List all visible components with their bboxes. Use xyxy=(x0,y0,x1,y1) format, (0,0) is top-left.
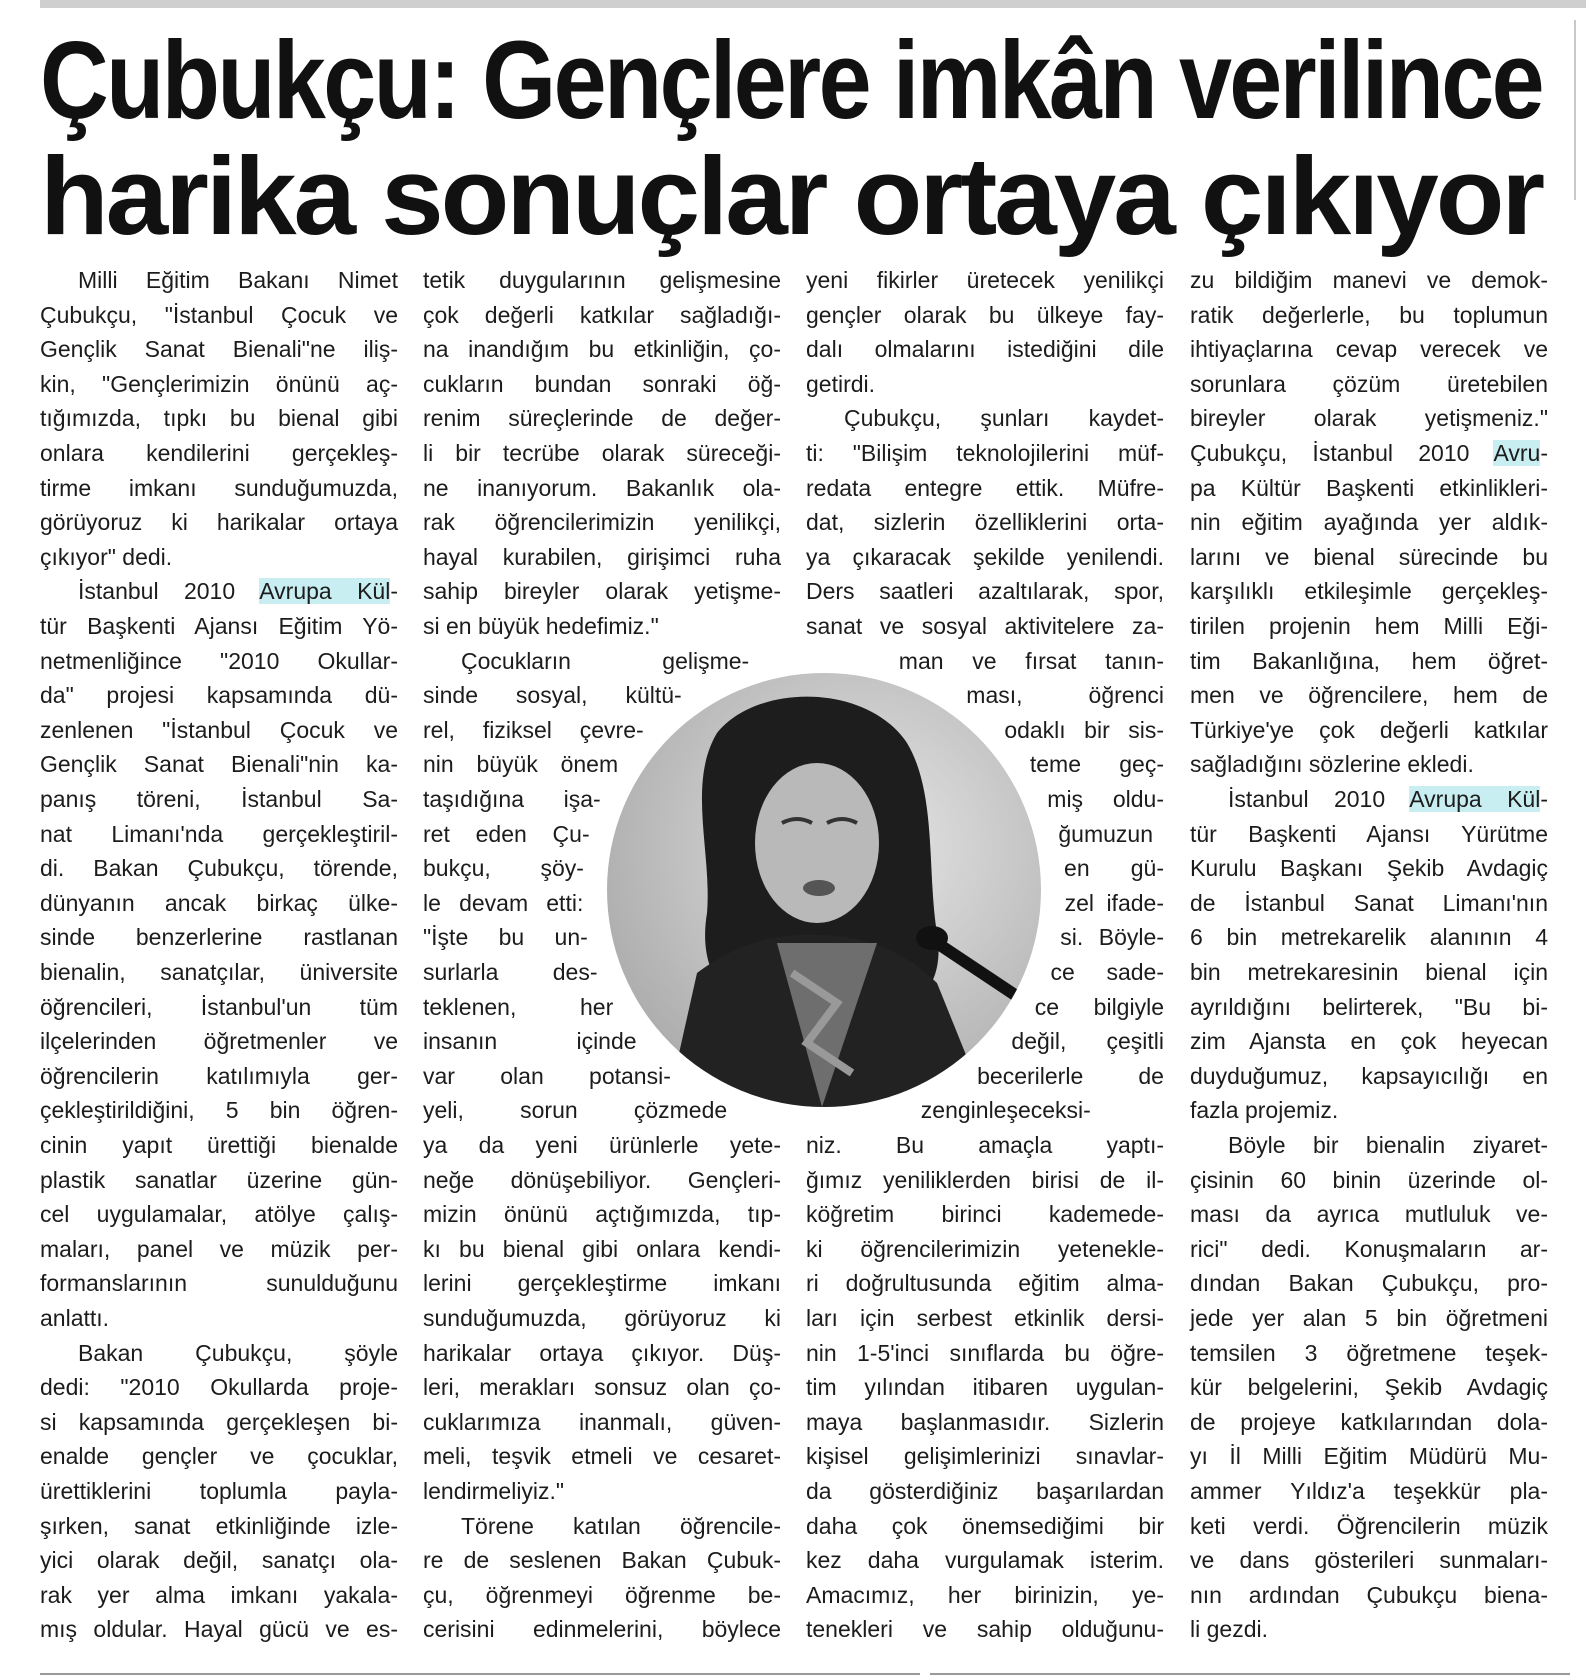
text-line: ve dans gösterileri sunmaları- xyxy=(1190,1547,1548,1574)
text-line: İstanbul 2010 Avrupa Kül- xyxy=(78,578,398,605)
text-line: daha çok önemsediğimi bir xyxy=(806,1512,1164,1539)
text-line: tür Başkenti Ajansı Yürütme xyxy=(1190,820,1548,847)
text-line: da gösterdiğiniz başarılardan xyxy=(806,1478,1164,1504)
text-line: tenekleri ve sahip olduğunu- xyxy=(806,1616,1164,1643)
text-line: pa Kültür Başkenti etkinlikleri- xyxy=(1190,474,1548,501)
text-line: sinde benzerlerine rastlanan xyxy=(40,924,398,951)
text-line: sorunlara çözüm üretebilen xyxy=(1190,370,1548,397)
text-line: dalı olmalarını istediğini dile xyxy=(806,336,1164,363)
text-line: karşılıklı etkileşimle gerçekleş- xyxy=(1190,578,1548,605)
headline-line-2: harika sonuçlar ortaya çıkıyor xyxy=(40,135,1543,258)
text-line: kür belgelerini, Şekib Avdagiç xyxy=(1190,1374,1548,1401)
text-line: lendirmeliyiz." xyxy=(423,1478,565,1504)
text-line: cinin yapıt ürettiği bienalde xyxy=(40,1132,398,1158)
headline-line-1: Çubukçu: Gençlere imkân verilince xyxy=(40,19,1543,142)
text-line: sinde sosyal, kültü- xyxy=(423,682,682,709)
text-line: bienalin, sanatçılar, üniversite xyxy=(40,959,398,985)
text-line: nin eğitim ayağında yer aldık- xyxy=(1190,509,1548,536)
text-line: ğımız yeniliklerden birisi de il- xyxy=(806,1166,1164,1193)
text-line: Çubukçu, "İstanbul Çocuk ve xyxy=(40,301,398,328)
text-line: tetik duygularının gelişmesine xyxy=(423,267,781,293)
text-line: re de seslenen Bakan Çubuk- xyxy=(423,1547,781,1574)
text-line: ti: "Bilişim teknolojilerini müf- xyxy=(806,440,1164,466)
text-line: si. Böyle- xyxy=(1060,924,1164,951)
text-line: taşıdığına işa- xyxy=(423,786,601,812)
text-line: yeni fikirler üretecek yenilikçi xyxy=(806,267,1164,293)
text-line: Çubukçu, şunları kaydet- xyxy=(844,405,1164,432)
text-line: ne inanıyorum. Bakanlık ola- xyxy=(423,474,781,501)
text-line: İstanbul 2010 Avrupa Kül- xyxy=(1228,786,1548,812)
text-line: cuklarımıza inanmalı, güven- xyxy=(423,1408,781,1435)
text-line: zenlenen "İstanbul Çocuk ve xyxy=(40,716,398,743)
text-line: ki öğrencilerimizin yetenekle- xyxy=(806,1235,1164,1262)
text-line: maları, panel ve müzik per- xyxy=(40,1235,398,1262)
text-line: değil, çeşitli xyxy=(1011,1028,1164,1055)
text-line: ihtiyaçlarına cevap verecek ve xyxy=(1190,336,1548,363)
text-line: sahip bireyler olarak yetişme- xyxy=(423,578,781,605)
text-line: zel ifade- xyxy=(1064,889,1164,916)
text-line: enalde gençler ve çocuklar, xyxy=(40,1443,398,1470)
text-line: çıkıyor" dedi. xyxy=(40,543,173,570)
text-line: temsilen 3 öğretmene teşek- xyxy=(1190,1339,1548,1366)
text-line: kin, "Gençlerimizin önünü aç- xyxy=(40,370,398,397)
text-line: dından Bakan Çubukçu, pro- xyxy=(1190,1270,1548,1297)
text-line: meli, teşvik etmeli ve cesaret- xyxy=(423,1443,781,1470)
text-line: mizin önünü açtığımızda, tıp- xyxy=(423,1201,781,1228)
text-line: yeli, sorun çözmede xyxy=(423,1097,728,1124)
text-line: netmenliğince "2010 Okullar- xyxy=(40,647,398,674)
text-line: zim Ajansta en çok heyecan xyxy=(1190,1028,1548,1055)
highlighted-text: Avru xyxy=(1493,440,1541,466)
text-line: çu, öğrenmeyi öğrenme be- xyxy=(423,1581,781,1608)
text-line: ratik değerlerle, bu toplumun xyxy=(1190,301,1548,328)
text-line: öğrencileri, İstanbul'un tüm xyxy=(40,993,398,1020)
text-line: fazla projemiz. xyxy=(1190,1097,1339,1124)
text-line: öğrencilerin katılımıyla ger- xyxy=(40,1062,398,1089)
text-line: renim süreçlerinde de değer- xyxy=(423,405,781,432)
highlighted-text: Avrupa Kül xyxy=(259,578,391,605)
text-line: onlara kendilerini gerçekleş- xyxy=(40,440,398,466)
text-line: köğretim birinci kademede- xyxy=(806,1201,1164,1228)
text-line: Ders saatleri azaltılarak, spor, xyxy=(806,578,1164,605)
text-line: redata entegre ettik. Müfre- xyxy=(806,474,1164,501)
text-line: getirdi. xyxy=(806,370,876,397)
bottom-rule xyxy=(930,1673,1570,1675)
text-line: ce bilgiyle xyxy=(1034,993,1164,1020)
text-line: 6 bin metrekarelik alanının 4 xyxy=(1190,924,1548,951)
text-line: formanslarının sunulduğunu xyxy=(40,1270,398,1297)
text-line: insanın içinde xyxy=(423,1028,637,1055)
text-line: anlattı. xyxy=(40,1305,110,1331)
text-line: ya da yeni ürünlerle yete- xyxy=(423,1132,781,1158)
text-line: Törene katılan öğrencile- xyxy=(461,1512,781,1539)
text-line: kez daha vurgulamak isterim. xyxy=(806,1547,1164,1574)
text-line: çekleştirildiğini, 5 bin öğren- xyxy=(40,1097,398,1124)
text-line: görüyoruz ki harikalar ortaya xyxy=(40,509,398,536)
text-line: man ve fırsat tanın- xyxy=(898,647,1164,674)
text-line: cel uygulamalar, atölye çalış- xyxy=(40,1201,398,1228)
text-line: lerini gerçekleştirme imkanı xyxy=(423,1270,781,1297)
text-line: yici olarak değil, sanatçı ola- xyxy=(40,1547,398,1574)
text-line: ammer Yıldız'a teşekkür pla- xyxy=(1190,1478,1548,1504)
text-line: di. Bakan Çubukçu, törende, xyxy=(40,855,398,882)
text-line: tim yılından itibaren uygulan- xyxy=(806,1374,1164,1401)
text-line: ğumuzun xyxy=(1058,820,1153,847)
text-line: bireyler olarak yetişmeniz." xyxy=(1190,405,1548,432)
text-line: mış oldular. Hayal gücü ve es- xyxy=(40,1616,398,1643)
text-line: "İşte bu un- xyxy=(423,924,588,951)
text-line: panış töreni, İstanbul Sa- xyxy=(40,786,398,812)
text-line: surlarla des- xyxy=(423,959,598,985)
text-line: becerilerle de xyxy=(977,1062,1164,1089)
text-line: rel, fiziksel çevre- xyxy=(423,716,644,743)
text-line: tür Başkenti Ajansı Eğitim Yö- xyxy=(40,613,398,639)
text-line: çisinin 60 binin üzerinde ol- xyxy=(1190,1166,1548,1193)
text-line: ret eden Çu- xyxy=(423,820,590,847)
text-line: kı bu bienal gibi onlara kendi- xyxy=(423,1235,781,1262)
text-line: li gezdi. xyxy=(1190,1616,1268,1643)
text-line: en gü- xyxy=(1064,855,1164,882)
text-line: ması da ayrıca mutluluk ve- xyxy=(1190,1201,1548,1228)
text-line: de İstanbul Sanat Limanı'nın xyxy=(1190,889,1548,916)
text-line: Kurulu Başkanı Şekib Avdagiç xyxy=(1190,855,1548,882)
text-line: rak öğrencilerimizin yenilikçi, xyxy=(423,509,781,536)
text-line: teklenen, her xyxy=(423,993,614,1020)
text-line: jede yer alan 5 bin öğretmeni xyxy=(1190,1305,1548,1331)
text-line: tirilen projenin hem Milli Eği- xyxy=(1190,613,1548,639)
text-line: si en büyük hedefimiz." xyxy=(423,613,659,639)
text-line: hayal kurabilen, girişimci ruha xyxy=(423,543,781,570)
text-line: çok değerli katkılar sağladığı- xyxy=(423,301,781,328)
text-line: Milli Eğitim Bakanı Nimet xyxy=(78,267,398,293)
text-line: nin 1-5'inci sınıflarda bu öğre- xyxy=(806,1339,1164,1366)
text-line: dat, sizlerin özelliklerini orta- xyxy=(806,509,1164,536)
text-line: ması, öğrenci xyxy=(966,682,1164,709)
text-line: harikalar ortaya çıkıyor. Düş- xyxy=(423,1339,781,1366)
text-line: ri doğrultusunda eğitim alma- xyxy=(806,1270,1164,1297)
text-line: nat Limanı'nda gerçekleştiril- xyxy=(40,820,398,847)
text-line: teme geç- xyxy=(1029,751,1164,778)
text-line: li bir tecrübe olarak süreceği- xyxy=(423,440,781,466)
text-line: duyduğumuz, kapsayıcılığı en xyxy=(1190,1062,1548,1089)
text-line: tığımızda, tıpkı bu bienal gibi xyxy=(40,405,398,432)
text-line: gençler olarak bu ülkeye fay- xyxy=(806,301,1164,328)
text-line: var olan potansi- xyxy=(423,1062,671,1089)
text-line: ları için serbest etkinlik dersi- xyxy=(806,1305,1164,1331)
text-line: na inandığım bu etkinliğin, ço- xyxy=(423,336,781,363)
text-line: si kapsamında gerçekleşen bi- xyxy=(40,1408,398,1435)
text-line: le devam etti: xyxy=(423,889,584,916)
text-line: cerisini edinmelerini, böylece xyxy=(423,1616,781,1643)
text-line: bukçu, şöy- xyxy=(423,855,584,882)
text-line: tirme imkanı sunduğumuzda, xyxy=(40,474,398,501)
text-line: sağladığını sözlerine ekledi. xyxy=(1190,751,1474,778)
text-line: Türkiye'ye çok değerli katkılar xyxy=(1190,716,1548,743)
text-line: miş oldu- xyxy=(1047,786,1164,812)
text-line: sunduğumuzda, görüyoruz ki xyxy=(423,1305,781,1331)
text-line: Çocukların gelişme- xyxy=(461,647,750,674)
text-line: rici" dedi. Konuşmaların ar- xyxy=(1190,1235,1548,1262)
bottom-rule xyxy=(40,1673,920,1675)
text-line: de projeye katkılarından dola- xyxy=(1190,1408,1548,1435)
text-line: Bakan Çubukçu, şöyle xyxy=(78,1339,398,1366)
text-line: men ve öğrencilere, hem de xyxy=(1190,682,1548,709)
text-line: ilçelerinden öğretmenler ve xyxy=(40,1028,398,1055)
portrait-photo xyxy=(607,673,1041,1107)
text-line: tim Bakanlığına, hem öğret- xyxy=(1190,647,1548,674)
text-line: zenginleşeceksi- xyxy=(920,1097,1091,1124)
text-line: larını ve bienal sürecinde bu xyxy=(1190,543,1548,570)
text-line: cukların bundan sonraki öğ- xyxy=(423,370,781,397)
text-line: ürettiklerini toplumla payla- xyxy=(40,1478,398,1504)
highlighted-text: Avrupa Kül xyxy=(1409,786,1541,812)
text-line: sanat ve sosyal aktivitelere za- xyxy=(806,613,1164,639)
text-line: bin metrekaresinin bienal için xyxy=(1190,959,1548,985)
text-line: kişisel gelişimlerinizi sınavlar- xyxy=(806,1443,1164,1470)
text-line: ayrıldığını belirterek, "Bu bi- xyxy=(1190,993,1548,1020)
text-line: leri, merakları sonsuz olan ço- xyxy=(423,1374,781,1401)
text-line: niz. Bu amaçla yaptı- xyxy=(806,1132,1164,1158)
text-line: da" projesi kapsamında dü- xyxy=(40,682,398,709)
page-edge xyxy=(1574,20,1576,200)
text-line: ce sade- xyxy=(1050,959,1164,985)
text-line: nin büyük önem xyxy=(423,751,619,778)
text-line: odaklı bir sis- xyxy=(1004,716,1164,743)
text-line: plastik sanatlar üzerine gün- xyxy=(40,1166,398,1193)
text-line: ya çıkaracak şekilde yenilendi. xyxy=(806,543,1164,570)
text-line: rak yer alma imkanı yakala- xyxy=(40,1581,398,1608)
text-line: Gençlik Sanat Bienali"ne iliş- xyxy=(40,336,398,363)
text-line: Gençlik Sanat Bienali"nin ka- xyxy=(40,751,398,778)
text-line: neğe dönüşebiliyor. Gençleri- xyxy=(423,1166,781,1193)
text-line: maya başlanmasıdır. Sizlerin xyxy=(806,1408,1164,1435)
text-line: Böyle bir bienalin ziyaret- xyxy=(1228,1132,1548,1158)
text-line: yı İl Milli Eğitim Müdürü Mu- xyxy=(1190,1443,1548,1470)
text-line: zu bildiğim manevi ve demok- xyxy=(1190,267,1548,293)
text-line: şırken, sanat etkinliğinde izle- xyxy=(40,1512,398,1539)
text-line: keti verdi. Öğrencilerin müzik xyxy=(1190,1512,1548,1539)
top-border xyxy=(40,0,1586,8)
text-line: Amacımız, her birinizin, ye- xyxy=(806,1581,1164,1608)
text-line: nın ardından Çubukçu biena- xyxy=(1190,1581,1548,1608)
text-line: Çubukçu, İstanbul 2010 Avru- xyxy=(1190,440,1548,466)
text-line: dünyanın ancak birkaç ülke- xyxy=(40,889,398,916)
text-line: dedi: "2010 Okullarda proje- xyxy=(40,1374,398,1401)
